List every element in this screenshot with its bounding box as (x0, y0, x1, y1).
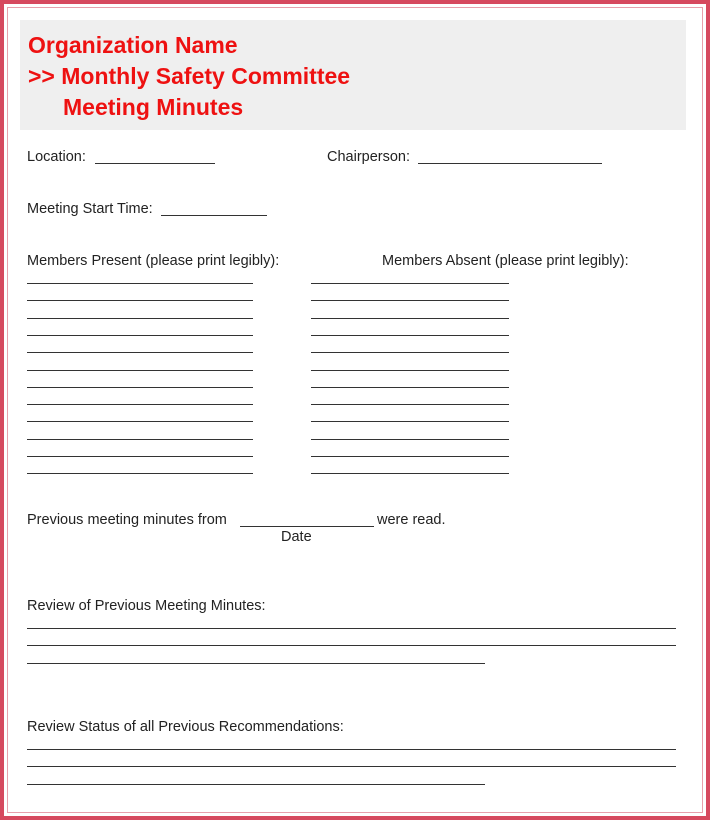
member-absent-line-4[interactable] (311, 335, 509, 336)
member-present-line-9[interactable] (27, 421, 253, 422)
member-present-line-5[interactable] (27, 352, 253, 353)
member-absent-line-1[interactable] (311, 283, 509, 284)
form-title-line2: Meeting Minutes (63, 94, 244, 120)
review-status-line-3[interactable] (27, 784, 485, 785)
member-absent-line-8[interactable] (311, 404, 509, 405)
start-time-label: Meeting Start Time: (27, 201, 153, 217)
member-absent-line-9[interactable] (311, 421, 509, 422)
member-present-line-2[interactable] (27, 300, 253, 301)
member-absent-line-2[interactable] (311, 300, 509, 301)
member-absent-line-11[interactable] (311, 456, 509, 457)
previous-minutes-text-end: were read. (377, 512, 446, 528)
member-present-line-4[interactable] (27, 335, 253, 336)
member-present-line-3[interactable] (27, 318, 253, 319)
member-absent-line-12[interactable] (311, 473, 509, 474)
previous-minutes-text: Previous meeting minutes from (27, 512, 227, 528)
chairperson-field[interactable] (418, 163, 602, 164)
review-status-label: Review Status of all Previous Recommendations: (27, 719, 344, 735)
review-minutes-label: Review of Previous Meeting Minutes: (27, 598, 266, 614)
member-present-line-11[interactable] (27, 456, 253, 457)
review-status-line-2[interactable] (27, 766, 676, 767)
review-status-line-1[interactable] (27, 749, 676, 750)
review-minutes-line-3[interactable] (27, 663, 485, 664)
location-label: Location: (27, 149, 86, 165)
member-present-line-12[interactable] (27, 473, 253, 474)
member-absent-line-6[interactable] (311, 370, 509, 371)
previous-minutes-date-field[interactable] (240, 526, 374, 527)
date-caption: Date (281, 529, 312, 545)
location-field[interactable] (95, 163, 215, 164)
member-absent-line-5[interactable] (311, 352, 509, 353)
members-present-label: Members Present (please print legibly): (27, 253, 280, 269)
member-absent-line-7[interactable] (311, 387, 509, 388)
review-minutes-line-2[interactable] (27, 645, 676, 646)
members-absent-label: Members Absent (please print legibly): (382, 253, 629, 269)
member-absent-line-10[interactable] (311, 439, 509, 440)
member-present-line-8[interactable] (27, 404, 253, 405)
member-present-line-1[interactable] (27, 283, 253, 284)
form-title-line1: >> Monthly Safety Committee (28, 63, 351, 89)
member-present-line-10[interactable] (27, 439, 253, 440)
member-absent-line-3[interactable] (311, 318, 509, 319)
member-present-line-7[interactable] (27, 387, 253, 388)
start-time-field[interactable] (161, 215, 267, 216)
member-present-line-6[interactable] (27, 370, 253, 371)
organization-name: Organization Name (28, 32, 238, 58)
chairperson-label: Chairperson: (327, 149, 411, 165)
review-minutes-line-1[interactable] (27, 628, 676, 629)
